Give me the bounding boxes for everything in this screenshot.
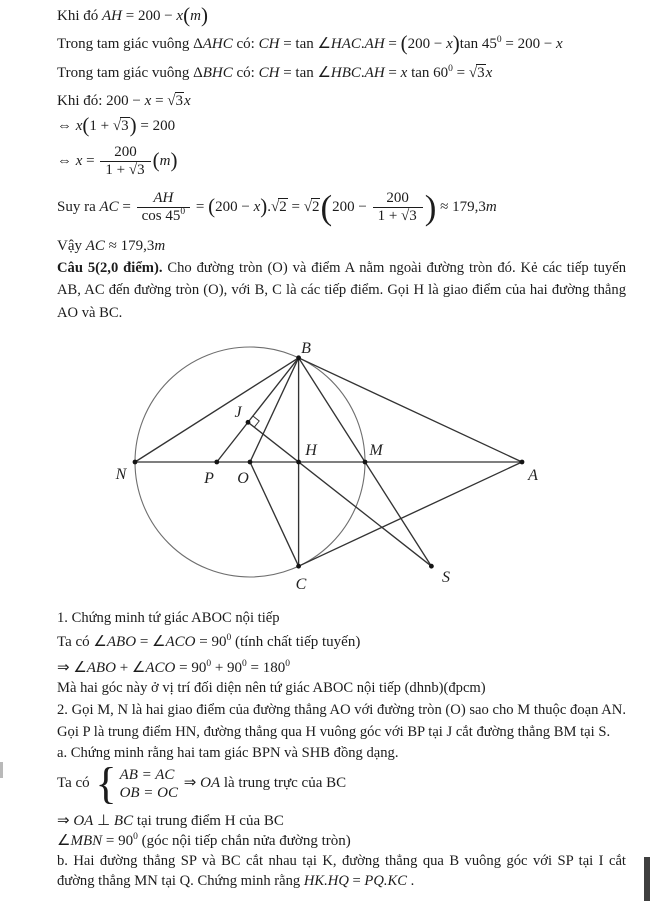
point-dot-C [296, 564, 301, 569]
point-label-J: J [234, 404, 242, 421]
proof-step-1-title: 1. Chứng minh tứ giác ABOC nội tiếp [57, 610, 280, 626]
right-angle-mark [253, 416, 259, 427]
point-label-B: B [301, 340, 311, 357]
segment-O-C [250, 462, 299, 566]
proof-system-equations: Ta có { AB = AC OB = OC ⇒ OA là trung trực của BC [57, 758, 347, 808]
part-2-statement: 2. Gọi M, N là hai giao điểm của đường thẳng AO với đường tròn (O) sao cho M thuộc đoạn AN. Gọi P là trung điểm HN, đường thẳng qua H vuông góc với BP tại J cắt đường thẳng BM tại S. [57, 702, 626, 740]
point-label-N: N [115, 466, 127, 483]
cau5-problem-statement [57, 257, 626, 324]
proof-angle-sum: ⇒ ∠ABO + ∠ACO = $90^0 + 90^0 = 180^0$ [57, 659, 291, 676]
proof-oa-perpendicular: ⇒ OA ⊥ BC tại trung điểm H của BC [57, 813, 284, 829]
proof-angle-abo-aco: Ta có ∠ABO = ∠ACO = $90^0$ (tính chất tiếp tuyến) [57, 633, 361, 650]
point-label-A: A [528, 467, 538, 484]
point-dot-N [133, 460, 138, 465]
formula-equiv-2: ⇔ x = $\frac{200}{1 + √3}$ (m) [57, 144, 178, 179]
point-dot-P [214, 460, 219, 465]
formula-conclusion: Vậy AC ≈ 179,3m [57, 238, 166, 254]
geometry-diagram [90, 325, 550, 605]
point-label-H: H [305, 442, 317, 459]
segment-J-S [248, 422, 431, 566]
cau5-heading: Câu 5(2,0 điểm). [57, 260, 163, 276]
point-label-O: O [237, 470, 249, 487]
formula-triangle-ahc: Trong tam giác vuông ΔAHC có: CH = tan ∠HAC.AH = (200 − x)tan $45^0 = 200 - x$ [57, 31, 563, 55]
point-label-S: S [442, 569, 450, 586]
point-label-P: P [204, 470, 214, 487]
proof-angle-mbn: ∠MBN = $90^0$ (góc nội tiếp chắn nửa đường tròn) [57, 832, 351, 849]
point-dot-M [363, 460, 368, 465]
formula-equation: Khi đó: 200 − x = √3x [57, 93, 191, 109]
point-dot-H [296, 460, 301, 465]
cau5-statement-text: Cho đường tròn (O) và điểm A nằm ngoài đường tròn đó. Kẻ các tiếp tuyến AB, AC đến đường tròn (O), với B, C là các tiếp điểm. Gọi H là giao điểm của hai đường thẳng AO và BC. [57, 260, 626, 321]
formula-equiv-1: ⇔ x(1 + √3) = 200 [57, 113, 176, 137]
part-2b-statement: b. Hai đường thẳng SP và BC cắt nhau tại K, đường thẳng qua B vuông góc với SP tại I cắt đường thẳng MN tại Q. Chứng minh rằng HK.HQ = PQ.KC . [57, 853, 626, 889]
part-2a-statement: a. Chứng minh rằng hai tam giác BPN và SHB đồng dạng. [57, 745, 399, 761]
formula-ah-equals: Khi đó AH = 200 − x(m) [57, 3, 208, 27]
proof-cyclic-conclusion: Mà hai góc này ở vị trí đối diện nên tứ giác ABOC nội tiếp (dhnb)(đpcm) [57, 680, 486, 696]
scan-artifact-smudge [0, 762, 3, 778]
scan-artifact-bar [644, 857, 650, 901]
segment-C-A [299, 462, 522, 566]
point-label-M: M [369, 442, 383, 459]
formula-triangle-bhc: Trong tam giác vuông ΔBHC có: CH = tan ∠HBC.AH = x $\tan 60^0 = √3x$ [57, 64, 493, 81]
formula-ac-result: Suy ra AC = $\frac{AH}{\cos 45^0}$ = (200 − x).√2 = √2(200 − $\frac{200}{1 + √3}$ ) ≈ 179,3m [57, 188, 497, 227]
point-dot-J [246, 420, 251, 425]
point-dot-A [520, 460, 525, 465]
point-dot-S [429, 564, 434, 569]
point-dot-O [248, 460, 253, 465]
point-label-C: C [295, 576, 307, 593]
